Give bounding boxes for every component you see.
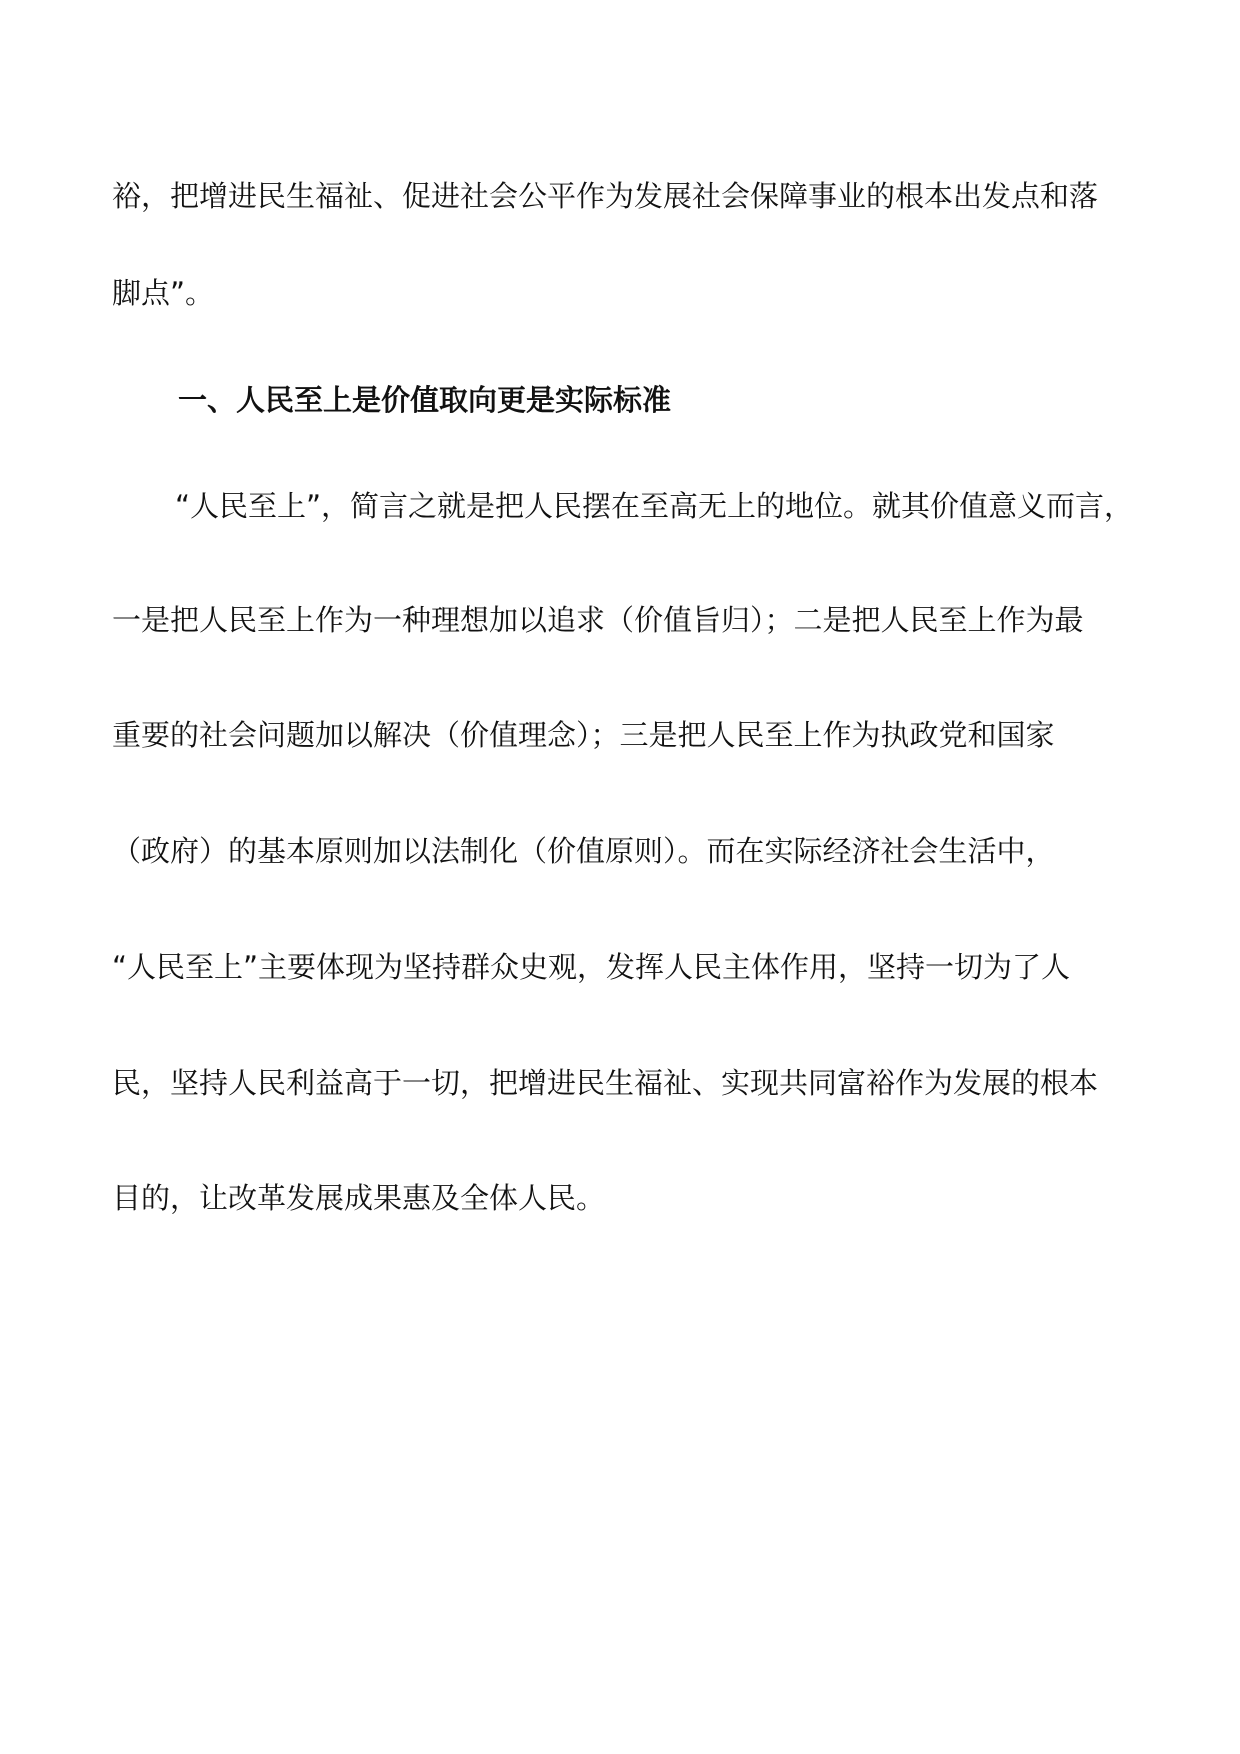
paragraph-2-line-5: “人民至上”主要体现为坚持群众史观，发挥人民主体作用，坚持一切为了人 <box>112 950 1071 984</box>
paragraph-2-line-1: “人民至上”，简言之就是把人民摆在至高无上的地位。就其价值意义而言， <box>175 489 1134 523</box>
paragraph-1-line-2: 脚点”。 <box>112 276 215 310</box>
paragraph-2-line-7: 目的，让改革发展成果惠及全体人民。 <box>112 1181 606 1215</box>
paragraph-2-line-4: （政府）的基本原则加以法制化（价值原则）。而在实际经济社会生活中， <box>112 834 1055 868</box>
paragraph-2-line-2: 一是把人民至上作为一种理想加以追求（价值旨归）；二是把人民至上作为最 <box>112 603 1084 637</box>
paragraph-1-line-1: 裕，把增进民生福祉、促进社会公平作为发展社会保障事业的根本出发点和落 <box>112 179 1099 213</box>
paragraph-2-line-6: 民，坚持人民利益高于一切，把增进民生福祉、实现共同富裕作为发展的根本 <box>112 1066 1099 1100</box>
section-heading: 一、人民至上是价值取向更是实际标准 <box>178 383 672 417</box>
paragraph-2-line-3: 重要的社会问题加以解决（价值理念）；三是把人民至上作为执政党和国家 <box>112 718 1055 752</box>
